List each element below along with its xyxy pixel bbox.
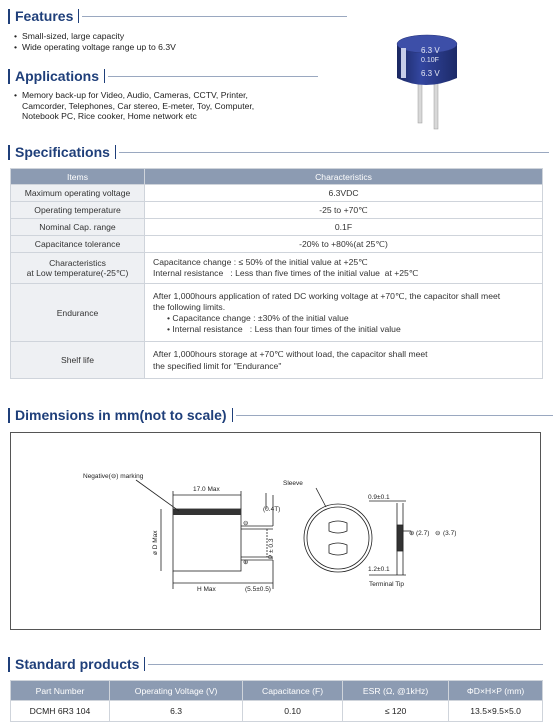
dimension-drawing (11, 433, 540, 629)
item-value (145, 284, 543, 342)
heading-rule (148, 664, 543, 665)
applications-title: Applications (15, 68, 100, 84)
value-bullet: • Internal resistance : Less than four times of the initial value (167, 323, 401, 334)
list-item: • Memory back-up for Video, Audio, Cameras, CCTV, Printer, (14, 90, 254, 101)
dimension-drawing-box (10, 432, 541, 630)
applications-heading (8, 66, 318, 86)
specifications-title: Specifications (15, 144, 110, 160)
table-row (11, 202, 543, 219)
width-dimension-label: 17.0 Max (193, 486, 220, 493)
specifications-table (10, 168, 543, 379)
applications-list (14, 90, 254, 122)
item-label: Capacitance tolerance (11, 236, 145, 253)
heading-bar (8, 69, 10, 84)
heading-bar (8, 657, 10, 672)
lead-dimension-label: (5.5±0.5) (245, 586, 271, 593)
value-bullet-text: Capacitance change : ±30% of the initial value (172, 312, 349, 323)
value-line: After 1,000hours application of rated DC working voltage at +70℃, the capacitor shall meet (153, 290, 501, 301)
heading-rule (119, 152, 549, 153)
table-row (11, 701, 543, 722)
list-item (14, 101, 254, 112)
standard-products-title: Standard products (15, 656, 140, 672)
list-item-text: Notebook PC, Rice cooker, Home network etc (22, 111, 197, 121)
heading-rule (108, 76, 318, 77)
positive-terminal-symbol: ⊕ (409, 530, 415, 537)
heading-bar (78, 9, 79, 23)
voltage-cell: 6.3 (110, 701, 243, 722)
value-line: the specified limit for "Endurance" (153, 361, 282, 371)
terminal-bottom-dimension: 1.2±0.1 (368, 566, 390, 573)
heading-rule (82, 16, 347, 17)
diameter-dimension-label: ø D Max (152, 530, 159, 555)
table-row (11, 342, 543, 379)
standard-products-heading (8, 654, 543, 674)
table-header-row (11, 681, 543, 701)
table-row (11, 284, 543, 342)
capacitance-cell: 0.10 (243, 701, 343, 722)
column-header: Part Number (11, 681, 110, 701)
negative-terminal-dimension: (3.7) (443, 530, 457, 537)
capacitor-product-image (385, 26, 485, 136)
plus-symbol: ⊕ (243, 559, 249, 566)
column-header: Capacitance (F) (243, 681, 343, 701)
part-number-cell: DCMH 6R3 104 (11, 701, 110, 722)
item-label: Endurance (11, 284, 145, 342)
heading-bar (8, 145, 10, 160)
features-title: Features (15, 8, 74, 24)
standard-products-table (10, 680, 543, 722)
item-label (11, 253, 145, 284)
item-value (145, 342, 543, 379)
column-header-characteristics: Characteristics (145, 169, 543, 185)
list-item (14, 111, 254, 122)
heading-bar (8, 408, 10, 423)
dimensions-title: Dimensions in mm(not to scale) (15, 407, 227, 423)
features-list (14, 31, 176, 52)
terminal-detail (369, 501, 411, 575)
size-cell: 13.5×9.5×5.0 (449, 701, 543, 722)
heading-bar (144, 657, 145, 671)
capacitor-capacitance-label: 0.10F (421, 57, 439, 64)
item-label: Operating temperature (11, 202, 145, 219)
item-value: -25 to +70℃ (145, 202, 543, 219)
item-label: Nominal Cap. range (11, 219, 145, 236)
item-value: 6.3VDC (145, 185, 543, 202)
pitch-dimension-label: P ± 0.3 (268, 538, 275, 559)
item-value: 0.1F (145, 219, 543, 236)
column-header: Operating Voltage (V) (110, 681, 243, 701)
value-line: After 1,000hours storage at +70℃ without load, the capacitor shall meet (153, 349, 428, 359)
height-dimension-label: H Max (197, 586, 216, 593)
table-row (11, 253, 543, 284)
top-view (304, 488, 372, 572)
column-header-items: Items (11, 169, 145, 185)
item-label-line: at Low temperature(-25℃) (26, 267, 129, 278)
list-item: • Wide operating voltage range up to 6.3V (14, 42, 176, 53)
value-line: Capacitance change : ≤ 50% of the initial value at +25℃ (153, 257, 368, 267)
value-line: the following limits. (153, 301, 226, 312)
heading-bar (8, 9, 10, 24)
column-header: ESR (Ω, @1kHz) (342, 681, 448, 701)
positive-terminal-dimension: (2.7) (416, 530, 430, 537)
table-row (11, 185, 543, 202)
item-label: Shelf life (11, 342, 145, 379)
value-bullet-text: Internal resistance : Less than four times of the initial value (172, 323, 401, 334)
offset-dimension-label: (0.4T) (263, 506, 281, 513)
item-label: Maximum operating voltage (11, 185, 145, 202)
esr-cell: ≤ 120 (342, 701, 448, 722)
item-label-line: Characteristics (49, 257, 106, 268)
lead-wire (418, 81, 422, 123)
terminal-tip-label: Terminal Tip (369, 581, 405, 588)
item-value (145, 253, 543, 284)
heading-bar (115, 145, 116, 159)
minus-symbol: ⊖ (243, 520, 249, 527)
column-header: ΦD×H×P (mm) (449, 681, 543, 701)
features-heading (8, 6, 347, 26)
terminal-top-dimension: 0.9±0.1 (368, 494, 390, 501)
table-row (11, 236, 543, 253)
negative-stripe (401, 48, 406, 78)
specifications-heading (8, 142, 549, 162)
heading-bar (104, 69, 105, 83)
list-item: • Small-sized, large capacity (14, 31, 176, 42)
heading-rule (236, 415, 553, 416)
capacitor-voltage-label: 6.3 V (421, 46, 440, 55)
value-line: Internal resistance : Less than five times of the initial value at +25℃ (153, 268, 419, 278)
heading-bar (232, 408, 233, 422)
table-row (11, 219, 543, 236)
item-value: -20% to +80%(at 25℃) (145, 236, 543, 253)
negative-terminal-symbol: ⊖ (435, 530, 441, 537)
value-bullet: • Capacitance change : ±30% of the initial value (167, 312, 349, 323)
capacitor-voltage-label-2: 6.3 V (421, 69, 440, 78)
dimensions-heading (8, 405, 553, 425)
sleeve-label: Sleeve (283, 480, 303, 487)
table-header-row (11, 169, 543, 185)
list-item-text: Camcorder, Telephones, Car stereo, E-meter, Toy, Computer, (22, 100, 255, 111)
lead-wire (434, 81, 438, 129)
negative-marking-label: Negative(⊖) marking (83, 473, 144, 480)
